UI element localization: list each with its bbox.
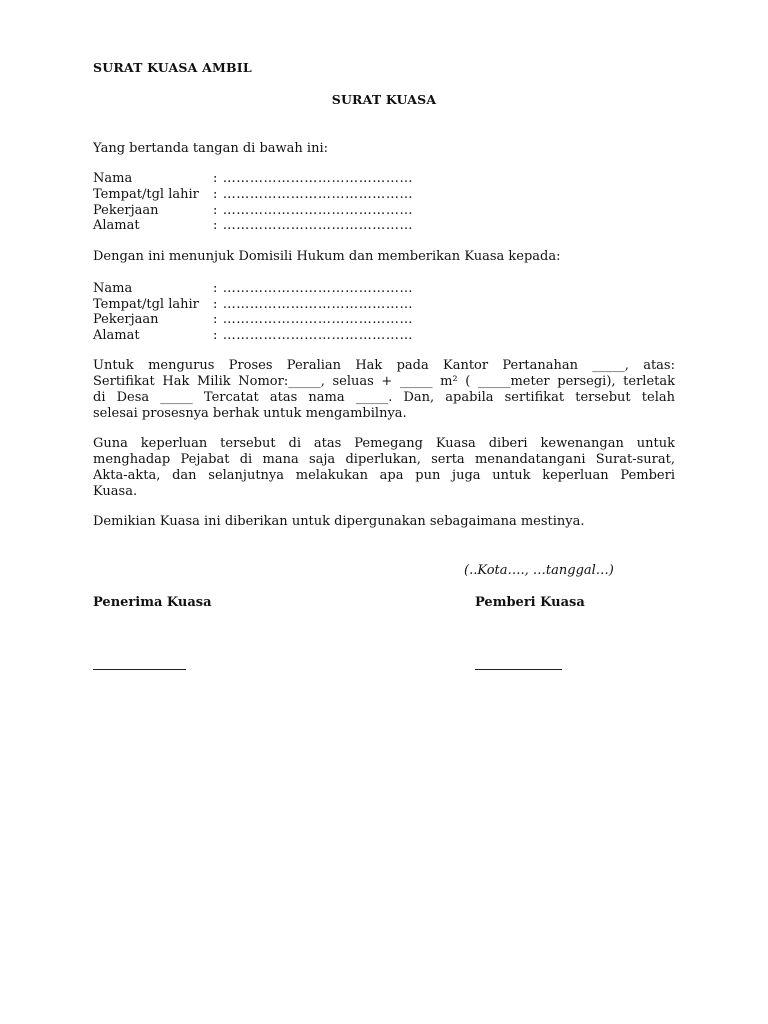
field-label: Alamat: [93, 218, 140, 233]
field-label: Tempat/tgl lahir: [93, 187, 199, 202]
field-label: Tempat/tgl lahir: [93, 297, 199, 312]
appointment-text: Dengan ini menunjuk Domisili Hukum dan memberikan Kuasa kepada:: [93, 249, 561, 264]
paragraph-line: di Desa _____ Tercatat atas nama _____. Dan, apabila sertifikat tersebut telah: [93, 390, 675, 405]
purpose-paragraph: [93, 358, 675, 422]
grantee-occupation-row: [93, 312, 493, 328]
field-label: Nama: [93, 171, 133, 186]
closing-text: Demikian Kuasa ini diberikan untuk dipergunakan sebagaimana mestinya.: [93, 514, 585, 529]
field-value: : ……………………………………: [213, 218, 414, 233]
grantee-address-row: [93, 328, 493, 344]
field-value: : ……………………………………: [213, 281, 414, 296]
giver-signature-line: [475, 669, 562, 670]
field-label: Nama: [93, 281, 133, 296]
field-value: : ……………………………………: [213, 171, 414, 186]
field-label: Pekerjaan: [93, 203, 159, 218]
field-value: : ……………………………………: [213, 312, 414, 327]
document-title: SURAT KUASA: [331, 92, 437, 107]
field-label: Alamat: [93, 328, 140, 343]
paragraph-line: menghadap Pejabat di mana saja diperlukan, serta menandatangani Surat-surat,: [93, 452, 675, 467]
paragraph-line: Kuasa.: [93, 484, 138, 499]
grantor-address-row: [93, 218, 493, 234]
receiver-signature-line: [93, 669, 186, 670]
grantee-birth-row: [93, 297, 493, 313]
paragraph-line: Akta-akta, dan selanjutnya melakukan apa pun juga untuk keperluan Pemberi: [93, 468, 675, 483]
field-value: : ……………………………………: [213, 203, 414, 218]
grantor-occupation-row: [93, 203, 493, 219]
paragraph-line: Sertifikat Hak Milik Nomor:_____, seluas + _____ m² ( _____meter persegi), terletak: [93, 374, 675, 389]
paragraph-line: Guna keperluan tersebut di atas Pemegang Kuasa diberi kewenangan untuk: [93, 436, 675, 451]
paragraph-line: selesai prosesnya berhak untuk mengambilnya.: [93, 406, 407, 421]
paragraph-line: Untuk mengurus Proses Peralian Hak pada Kantor Pertanahan _____, atas:: [93, 358, 675, 373]
place-date: (..Kota…., …tanggal…): [464, 563, 614, 578]
field-label: Pekerjaan: [93, 312, 159, 327]
field-value: : ……………………………………: [213, 187, 414, 202]
grantor-birth-row: [93, 187, 493, 203]
receiver-label: Penerima Kuasa: [93, 595, 212, 610]
authority-paragraph: [93, 436, 675, 500]
intro-text: Yang bertanda tangan di bawah ini:: [93, 141, 328, 156]
document-heading: SURAT KUASA AMBIL: [93, 60, 252, 75]
field-value: : ……………………………………: [213, 328, 414, 343]
grantee-name-row: [93, 281, 493, 297]
grantor-name-row: [93, 171, 493, 187]
field-value: : ……………………………………: [213, 297, 414, 312]
giver-label: Pemberi Kuasa: [475, 595, 585, 610]
